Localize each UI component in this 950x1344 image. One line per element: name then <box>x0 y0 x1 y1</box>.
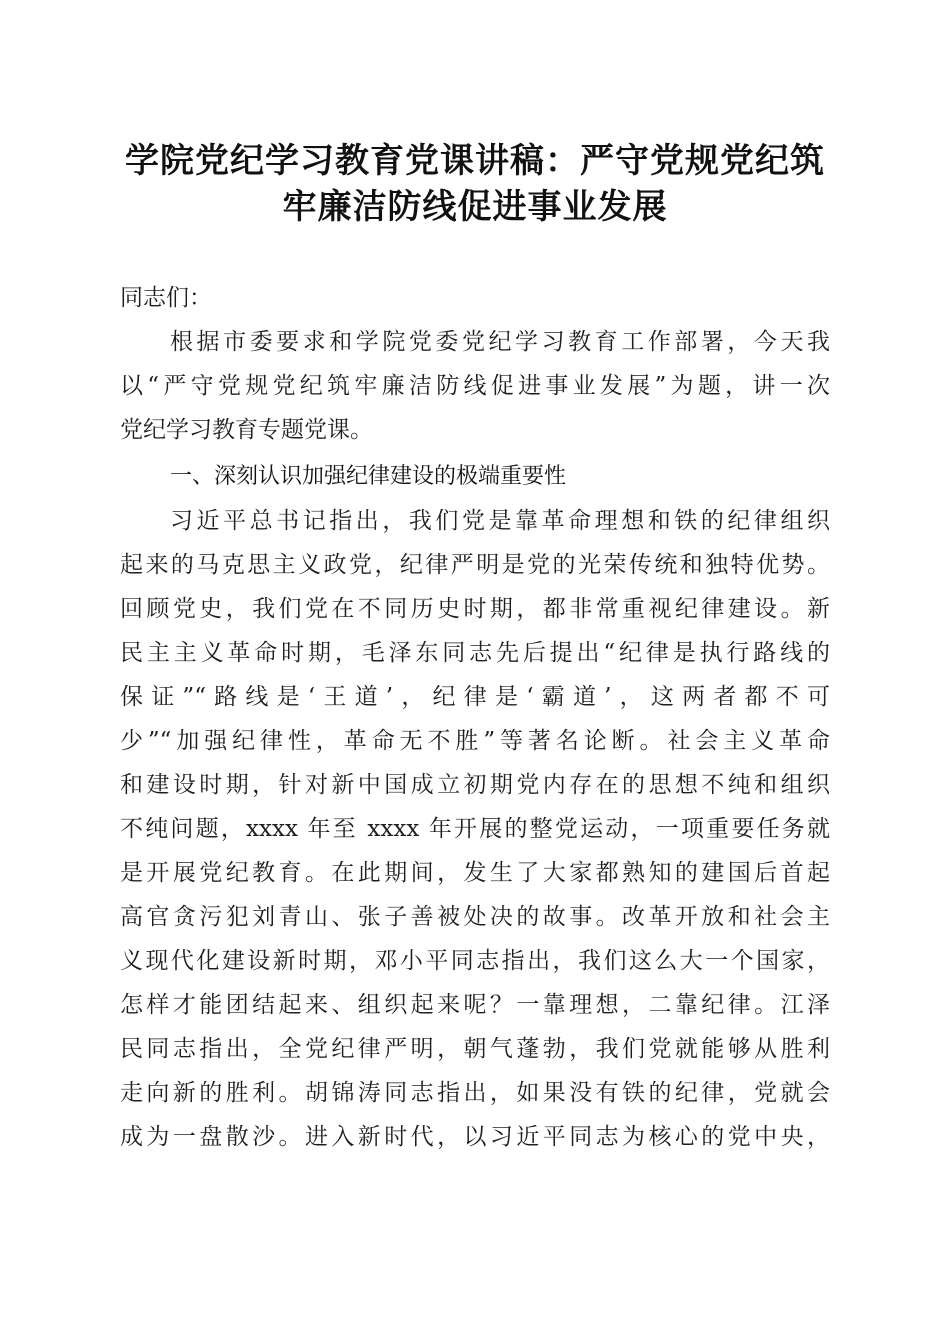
paragraph-line: 民主主义革命时期，毛泽东同志先后提出“纪律是执行路线的 <box>120 640 830 666</box>
paragraph-line: 根据市委要求和学院党委党纪学习教育工作部署，今天我 <box>170 329 830 355</box>
paragraph-line: 起来的马克思主义政党，纪律严明是党的光荣传统和独特优势。 <box>120 552 830 578</box>
paragraph-line: 回顾党史，我们党在不同历史时期，都非常重视纪律建设。新 <box>120 596 830 622</box>
paragraph-line: 走向新的胜利。胡锦涛同志指出，如果没有铁的纪律，党就会 <box>120 1080 830 1106</box>
paragraph-line: 是开展党纪教育。在此期间，发生了大家都熟知的建国后首起 <box>120 860 830 886</box>
paragraph-line: 习近平总书记指出，我们党是靠革命理想和铁的纪律组织 <box>170 508 830 534</box>
title-line-1: 学院党纪学习教育党课讲稿：严守党规党纪筑 <box>125 141 825 181</box>
salutation: 同志们： <box>120 285 212 311</box>
section-heading: 一、深刻认识加强纪律建设的极端重要性 <box>170 464 567 489</box>
document-title <box>80 138 870 230</box>
paragraph-line: 成为一盘散沙。进入新时代，以习近平同志为核心的党中央， <box>120 1124 830 1150</box>
paragraph-line: 少”“加强纪律性，革命无不胜”等著名论断。社会主义革命 <box>120 728 830 754</box>
paragraph-line: 怎样才能团结起来、组织起来呢？一靠理想，二靠纪律。江泽 <box>120 992 830 1018</box>
paragraph-line: 高官贪污犯刘青山、张子善被处决的故事。改革开放和社会主 <box>120 904 830 930</box>
paragraph-line: 义现代化建设新时期，邓小平同志指出，我们这么大一个国家， <box>120 948 830 974</box>
paragraph-line: 以“严守党规党纪筑牢廉洁防线促进事业发展”为题，讲一次 <box>120 373 830 399</box>
paragraph-line: 党纪学习教育专题党课。 <box>120 417 373 443</box>
paragraph-line: 和建设时期，针对新中国成立初期党内存在的思想不纯和组织 <box>120 772 830 798</box>
paragraph-line: 保证”“路线是‘王道’，纪律是‘霸道’，这两者都不可 <box>120 684 830 710</box>
paragraph-line: 不纯问题，xxxx 年至 xxxx 年开展的整党运动，一项重要任务就 <box>120 816 830 842</box>
title-line-2: 牢廉洁防线促进事业发展 <box>282 187 668 227</box>
paragraph-line: 民同志指出，全党纪律严明，朝气蓬勃，我们党就能够从胜利 <box>120 1036 830 1062</box>
